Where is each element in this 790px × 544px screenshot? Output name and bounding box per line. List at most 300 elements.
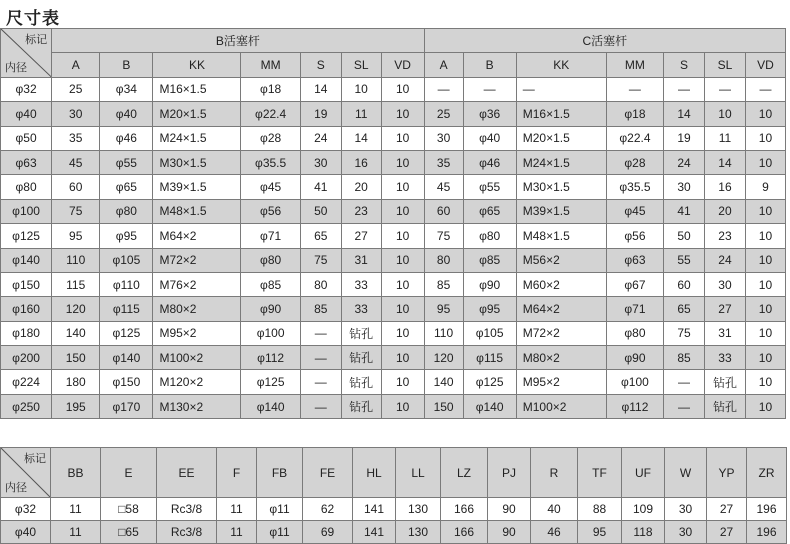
column-header: A [424, 53, 463, 77]
table-cell: 30 [52, 102, 100, 126]
column-header: VD [745, 53, 785, 77]
table-cell: φ35.5 [606, 175, 663, 199]
table-cell: φ71 [241, 224, 300, 248]
column-header: FE [303, 448, 353, 498]
column-header: MM [241, 53, 300, 77]
table-cell: 10 [381, 126, 424, 150]
table-cell: M20×1.5 [153, 102, 241, 126]
table-cell: □65 [101, 521, 157, 544]
table-cell: φ90 [241, 297, 300, 321]
table-cell: φ112 [606, 394, 663, 418]
table-cell: 10 [381, 272, 424, 296]
table-cell: 11 [51, 498, 101, 521]
table-cell: 钻孔 [341, 321, 381, 345]
table-cell: — [300, 346, 341, 370]
table-cell: φ105 [100, 248, 153, 272]
table-cell: φ22.4 [606, 126, 663, 150]
table-cell: 钻孔 [341, 346, 381, 370]
table-cell: φ40 [463, 126, 516, 150]
table-cell: Rc3/8 [157, 521, 217, 544]
table-row [1, 150, 786, 174]
table-cell: 10 [381, 224, 424, 248]
table-cell: 45 [424, 175, 463, 199]
bore-size-cell: φ100 [1, 199, 52, 223]
table-cell: M95×2 [516, 370, 606, 394]
table-cell: 27 [341, 224, 381, 248]
column-header: E [101, 448, 157, 498]
table-cell: 110 [52, 248, 100, 272]
table-cell: φ85 [463, 248, 516, 272]
table-cell: 14 [300, 77, 341, 101]
table-row [1, 224, 786, 248]
table-cell: 33 [341, 297, 381, 321]
table-cell: 10 [381, 370, 424, 394]
table-cell: φ140 [100, 346, 153, 370]
bore-size-cell: φ140 [1, 248, 52, 272]
table-cell: 11 [51, 521, 101, 544]
column-header: YP [707, 448, 747, 498]
table-cell: M130×2 [153, 394, 241, 418]
dimension-table-rods [0, 28, 786, 419]
table-cell: 195 [52, 394, 100, 418]
table-cell: 31 [341, 248, 381, 272]
table-cell: φ71 [606, 297, 663, 321]
table-cell: — [745, 77, 785, 101]
bore-size-cell: φ80 [1, 175, 52, 199]
table-cell: φ18 [606, 102, 663, 126]
table-cell: 180 [52, 370, 100, 394]
table-cell: 10 [381, 102, 424, 126]
table-cell: 24 [664, 150, 705, 174]
table-cell: M20×1.5 [516, 126, 606, 150]
table-cell: 10 [745, 199, 785, 223]
table-cell: φ140 [241, 394, 300, 418]
table-row [1, 272, 786, 296]
table-cell: M72×2 [153, 248, 241, 272]
table-cell: φ100 [606, 370, 663, 394]
table-cell: 30 [424, 126, 463, 150]
column-header: HL [353, 448, 396, 498]
header-corner-cell [1, 448, 51, 498]
table-cell: φ65 [463, 199, 516, 223]
table-cell: φ150 [100, 370, 153, 394]
column-header: TF [578, 448, 622, 498]
table-cell: 166 [441, 521, 488, 544]
table-cell: 16 [705, 175, 746, 199]
table-cell: 10 [381, 321, 424, 345]
table-cell: 10 [381, 297, 424, 321]
dimension-table-common [0, 447, 787, 544]
table-cell: 80 [300, 272, 341, 296]
table-cell: 11 [217, 521, 257, 544]
table-cell: M39×1.5 [516, 199, 606, 223]
table-cell: M39×1.5 [153, 175, 241, 199]
table-cell: M48×1.5 [153, 199, 241, 223]
table-cell: 10 [745, 150, 785, 174]
bore-size-cell: φ32 [1, 498, 51, 521]
table-cell: φ112 [241, 346, 300, 370]
table-cell: 10 [745, 370, 785, 394]
table-cell: 50 [300, 199, 341, 223]
table-cell: — [606, 77, 663, 101]
table-cell: 55 [664, 248, 705, 272]
column-header: EE [157, 448, 217, 498]
table-cell: 60 [52, 175, 100, 199]
table-cell: φ110 [100, 272, 153, 296]
table-cell: 23 [341, 199, 381, 223]
table-cell: φ125 [241, 370, 300, 394]
table-cell: 10 [745, 126, 785, 150]
table-cell: 钻孔 [341, 394, 381, 418]
table-row [1, 346, 786, 370]
table-cell: φ28 [606, 150, 663, 174]
table-cell: φ34 [100, 77, 153, 101]
table-cell: 10 [745, 248, 785, 272]
table-cell: 19 [664, 126, 705, 150]
table-cell: — [664, 370, 705, 394]
table-cell: 19 [300, 102, 341, 126]
table-cell: φ100 [241, 321, 300, 345]
column-header: VD [381, 53, 424, 77]
table-cell: 75 [664, 321, 705, 345]
table-cell: φ46 [100, 126, 153, 150]
table-cell: — [463, 77, 516, 101]
table-cell: 118 [622, 521, 665, 544]
table-cell: 65 [664, 297, 705, 321]
table-cell: 10 [745, 224, 785, 248]
table-cell: — [424, 77, 463, 101]
table-cell: φ56 [606, 224, 663, 248]
table-cell: 10 [381, 346, 424, 370]
table-cell: 10 [745, 297, 785, 321]
table-cell: 140 [424, 370, 463, 394]
column-header: MM [606, 53, 663, 77]
table-cell: 196 [747, 521, 787, 544]
table-cell: M80×2 [153, 297, 241, 321]
column-header: W [665, 448, 707, 498]
corner-label-bottom: 内径 [5, 61, 27, 74]
table-cell: — [300, 321, 341, 345]
corner-label-top: 标记 [25, 34, 48, 46]
table-cell: 20 [705, 199, 746, 223]
table-cell: 69 [303, 521, 353, 544]
table-cell: φ90 [463, 272, 516, 296]
table-cell: 11 [705, 126, 746, 150]
table-cell: 115 [52, 272, 100, 296]
bore-size-cell: φ160 [1, 297, 52, 321]
table-cell: φ125 [100, 321, 153, 345]
table-cell: 109 [622, 498, 665, 521]
table-cell: φ65 [100, 175, 153, 199]
table-cell: 141 [353, 521, 396, 544]
table-cell: 46 [531, 521, 578, 544]
bore-size-cell: φ200 [1, 346, 52, 370]
table-cell: M64×2 [516, 297, 606, 321]
table-cell: φ115 [463, 346, 516, 370]
table-cell: Rc3/8 [157, 498, 217, 521]
table-row [1, 297, 786, 321]
table-cell: 41 [300, 175, 341, 199]
table-cell: 10 [381, 199, 424, 223]
table-cell: φ85 [241, 272, 300, 296]
table-cell: 16 [341, 150, 381, 174]
table-cell: φ67 [606, 272, 663, 296]
table-cell: 50 [664, 224, 705, 248]
table-cell: 24 [705, 248, 746, 272]
table-row [1, 102, 786, 126]
table-cell: φ45 [606, 199, 663, 223]
table-row [1, 199, 786, 223]
table-cell: 150 [52, 346, 100, 370]
column-header: A [52, 53, 100, 77]
table-cell: 110 [424, 321, 463, 345]
table-cell: M24×1.5 [516, 150, 606, 174]
table-cell: φ55 [463, 175, 516, 199]
table-row [1, 321, 786, 345]
table-cell: φ140 [463, 394, 516, 418]
table-cell: 25 [424, 102, 463, 126]
table-cell: 30 [300, 150, 341, 174]
table-cell: M100×2 [153, 346, 241, 370]
column-header: KK [516, 53, 606, 77]
table-cell: 80 [424, 248, 463, 272]
corner-label-top: 标记 [24, 453, 46, 465]
table-cell: φ46 [463, 150, 516, 174]
table-cell: 75 [424, 224, 463, 248]
table-cell: 90 [488, 521, 531, 544]
table-cell: 65 [300, 224, 341, 248]
table-cell: 10 [381, 150, 424, 174]
table-cell: 10 [745, 102, 785, 126]
table-cell: 130 [396, 521, 441, 544]
table-cell: φ95 [463, 297, 516, 321]
column-header: SL [341, 53, 381, 77]
table-cell: φ170 [100, 394, 153, 418]
bore-size-cell: φ40 [1, 521, 51, 544]
column-header: ZR [747, 448, 787, 498]
table-cell: 85 [424, 272, 463, 296]
column-header: B [463, 53, 516, 77]
table-cell: 85 [664, 346, 705, 370]
table-cell: φ115 [100, 297, 153, 321]
table-cell: 40 [531, 498, 578, 521]
table-cell: φ40 [100, 102, 153, 126]
table-cell: 166 [441, 498, 488, 521]
table-row [1, 126, 786, 150]
column-header: LL [396, 448, 441, 498]
page-title: 尺寸表 [6, 9, 60, 28]
table-cell: 88 [578, 498, 622, 521]
table-cell: 62 [303, 498, 353, 521]
table-cell: 30 [705, 272, 746, 296]
table-cell: M48×1.5 [516, 224, 606, 248]
bore-size-cell: φ50 [1, 126, 52, 150]
table-cell: 14 [705, 150, 746, 174]
table-cell: 24 [300, 126, 341, 150]
table-cell: M76×2 [153, 272, 241, 296]
table-cell: M64×2 [153, 224, 241, 248]
table-cell: 60 [424, 199, 463, 223]
column-header: B [100, 53, 153, 77]
table-cell: — [664, 394, 705, 418]
table-cell: 45 [52, 150, 100, 174]
table-cell: 141 [353, 498, 396, 521]
table-cell: φ22.4 [241, 102, 300, 126]
table-cell: M60×2 [516, 272, 606, 296]
column-header: BB [51, 448, 101, 498]
table-cell: 10 [705, 102, 746, 126]
table-cell: φ11 [257, 498, 303, 521]
column-header: S [664, 53, 705, 77]
table-cell: M100×2 [516, 394, 606, 418]
table-cell: 27 [707, 521, 747, 544]
table-cell: M30×1.5 [516, 175, 606, 199]
table-cell: M95×2 [153, 321, 241, 345]
table-cell: 14 [664, 102, 705, 126]
table-cell: φ55 [100, 150, 153, 174]
table-row [1, 77, 786, 101]
table-cell: φ63 [606, 248, 663, 272]
bore-size-cell: φ224 [1, 370, 52, 394]
table-cell: M80×2 [516, 346, 606, 370]
table-cell: 95 [424, 297, 463, 321]
table-cell: φ56 [241, 199, 300, 223]
table-cell: 27 [705, 297, 746, 321]
table-cell: 10 [745, 272, 785, 296]
bore-size-cell: φ63 [1, 150, 52, 174]
table-cell: φ80 [241, 248, 300, 272]
table-cell: 14 [341, 126, 381, 150]
table-cell: φ80 [606, 321, 663, 345]
table-row [1, 521, 787, 544]
table-row [1, 498, 787, 521]
table-cell: M120×2 [153, 370, 241, 394]
table-cell: 25 [52, 77, 100, 101]
table-cell: M16×1.5 [153, 77, 241, 101]
column-header: S [300, 53, 341, 77]
table-cell: — [705, 77, 746, 101]
table-cell: M16×1.5 [516, 102, 606, 126]
table-cell: φ35.5 [241, 150, 300, 174]
table-cell: 10 [745, 346, 785, 370]
header-corner-cell [1, 29, 52, 78]
table-cell: 10 [341, 77, 381, 101]
table-cell: 钻孔 [705, 394, 746, 418]
table-cell: φ28 [241, 126, 300, 150]
table-cell: — [300, 370, 341, 394]
table-cell: 150 [424, 394, 463, 418]
table-cell: 10 [381, 175, 424, 199]
table-cell: 10 [381, 394, 424, 418]
table-cell: φ45 [241, 175, 300, 199]
table-cell: 95 [578, 521, 622, 544]
table-cell: 9 [745, 175, 785, 199]
bore-size-cell: φ180 [1, 321, 52, 345]
bore-size-cell: φ125 [1, 224, 52, 248]
table-cell: 11 [217, 498, 257, 521]
bore-size-cell: φ150 [1, 272, 52, 296]
table-cell: φ11 [257, 521, 303, 544]
table-cell: 75 [300, 248, 341, 272]
table-cell: — [516, 77, 606, 101]
column-header: LZ [441, 448, 488, 498]
table-cell: 10 [745, 321, 785, 345]
table-cell: 120 [52, 297, 100, 321]
column-header: PJ [488, 448, 531, 498]
table-cell: 85 [300, 297, 341, 321]
table-cell: 30 [665, 498, 707, 521]
table-row [1, 394, 786, 418]
column-header: KK [153, 53, 241, 77]
table-cell: 23 [705, 224, 746, 248]
bore-size-cell: φ40 [1, 102, 52, 126]
table-cell: — [300, 394, 341, 418]
table-cell: 33 [705, 346, 746, 370]
corner-label-bottom: 内径 [5, 482, 27, 494]
table-cell: 30 [665, 521, 707, 544]
table-cell: 35 [52, 126, 100, 150]
table-cell: 11 [341, 102, 381, 126]
table-cell: □58 [101, 498, 157, 521]
bore-size-cell: φ32 [1, 77, 52, 101]
table-cell: 10 [745, 394, 785, 418]
table-cell: 30 [664, 175, 705, 199]
column-header: SL [705, 53, 746, 77]
table-cell: 120 [424, 346, 463, 370]
table-cell: φ90 [606, 346, 663, 370]
group-header-c-rod: C活塞杆 [424, 29, 785, 53]
table-cell: M24×1.5 [153, 126, 241, 150]
table-cell: 钻孔 [341, 370, 381, 394]
bore-size-cell: φ250 [1, 394, 52, 418]
table-cell: 75 [52, 199, 100, 223]
table-row [1, 248, 786, 272]
column-header: F [217, 448, 257, 498]
table-cell: 钻孔 [705, 370, 746, 394]
table-cell: 27 [707, 498, 747, 521]
table-cell: φ80 [463, 224, 516, 248]
table-cell: — [664, 77, 705, 101]
table-cell: 41 [664, 199, 705, 223]
table-cell: 10 [381, 77, 424, 101]
table-cell: 196 [747, 498, 787, 521]
table-cell: 10 [381, 248, 424, 272]
table-cell: 60 [664, 272, 705, 296]
table-cell: M72×2 [516, 321, 606, 345]
table-cell: φ80 [100, 199, 153, 223]
table-cell: 20 [341, 175, 381, 199]
table-cell: φ18 [241, 77, 300, 101]
table-cell: 130 [396, 498, 441, 521]
column-header: FB [257, 448, 303, 498]
table-cell: φ105 [463, 321, 516, 345]
table-cell: φ125 [463, 370, 516, 394]
table-cell: M56×2 [516, 248, 606, 272]
table-cell: φ36 [463, 102, 516, 126]
table-cell: 140 [52, 321, 100, 345]
table-cell: M30×1.5 [153, 150, 241, 174]
table-row [1, 370, 786, 394]
table-row [1, 175, 786, 199]
table-cell: φ95 [100, 224, 153, 248]
table-cell: 33 [341, 272, 381, 296]
table-cell: 90 [488, 498, 531, 521]
group-header-b-rod: B活塞杆 [52, 29, 425, 53]
table-cell: 35 [424, 150, 463, 174]
table-cell: 31 [705, 321, 746, 345]
column-header: R [531, 448, 578, 498]
column-header: UF [622, 448, 665, 498]
